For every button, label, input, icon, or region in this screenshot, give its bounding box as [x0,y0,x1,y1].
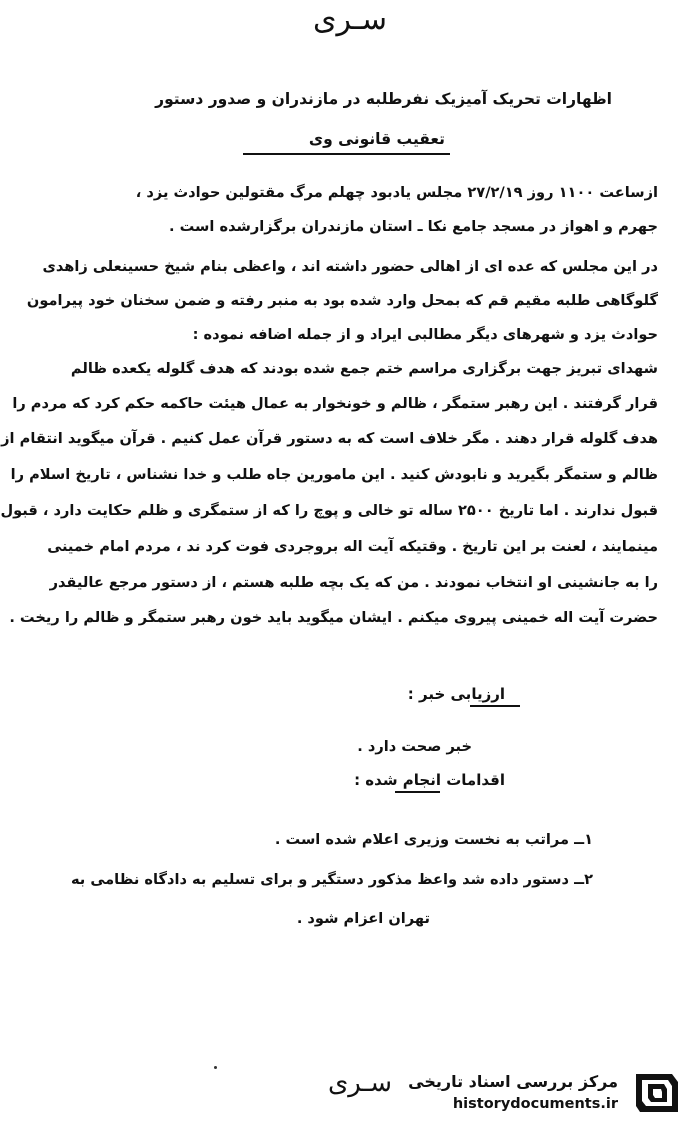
history-documents-logo-icon [628,1068,684,1118]
classification-stamp-top: سـری [313,2,387,37]
actions-heading: اقدامات انجام شده : [354,771,505,789]
body-line: جهرم و اهواز در مسجد جامع نکا ـ استان مازندران برگزارشده است . [168,218,658,235]
evaluation-heading-underline [470,705,520,707]
evaluation-text: خبر صحت دارد . [357,738,472,755]
scan-speck [214,1066,217,1069]
body-line: ازساعت ۱۱۰۰ روز ۲۷/۲/۱۹ مجلس یادبود چهلم مرگ مقتولین حوادث یزد ، [135,184,658,201]
action-item: ۲ــ دستور داده شد واعظ مذکور دستگیر و برای تسلیم به دادگاه نظامی به [70,871,593,888]
body-line: قرار گرفتند . این رهبر ستمگر ، ظالم و خونخوار به عمال هیئت حاکمه حکم کرد که مردم را [12,395,658,412]
watermark-logo [408,1064,690,1122]
body-line: را به جانشینی او انتخاب نمودند . من که یک بچه طلبه هستم ، از دستور مرجع عالیقدر [49,574,658,591]
actions-heading-underline [395,791,440,793]
body-line: شهدای تبریز جهت برگزاری مراسم ختم جمع شده بودند که هدف گلوله یکعده ظالم [70,360,658,377]
body-line: حوادث یزد و شهرهای دیگر مطالبی ایراد و از جمله اضافه نموده : [192,326,658,343]
document-title-line-1: اظهارات تحریک آمیزیک نفرطلبه در مازندران و صدور دستور [155,90,612,108]
evaluation-heading: ارزیابی خبر : [407,685,505,703]
logo-url: historydocuments.ir [452,1096,618,1112]
body-line: در این مجلس که عده ای از اهالی حضور داشته اند ، واعظی بنام شیخ حسینعلی زاهدی [42,258,658,275]
action-item: ۱ــ مراتب به نخست وزیری اعلام شده است . [274,831,593,848]
document-title-line-2: تعقیب قانونی وی [308,130,445,148]
body-line: گلوگاهی طلبه مقیم قم که بمحل وارد شده بود به منبر رفته و ضمن سخنان خود پیرامون [26,292,658,309]
body-line: مینمایند ، لعنت بر این تاریخ . وقتیکه آیت اله بروجردی فوت کرد ند ، مردم امام خمینی [47,538,658,555]
body-line: هدف گلوله قرار دهند . مگر خلاف است که به دستور قرآن عمل کنیم . قرآن میگوید انتقام از [1,430,658,447]
body-line: ظالم و ستمگر بگیرید و نابودش کنید . این مامورین جاه طلب و خدا نشناس ، تاریخ اسلام را [10,466,658,483]
classification-stamp-bottom: سـری [327,1068,393,1098]
body-line: حضرت آیت اله خمینی پیروی میکنم . ایشان میگوید باید خون رهبر ستمگر و ظالم را ریخت . [9,609,658,626]
body-line: قبول ندارند . اما تاریخ ۲۵۰۰ ساله تو خالی و پوچ را که از ستمگری و ظلم حکایت دارد ، قبول [0,502,658,519]
title-underline [243,153,450,155]
action-item: تهران اعزام شود . [296,910,430,927]
logo-name: مرکز بررسی اسناد تاریخی [408,1072,618,1091]
